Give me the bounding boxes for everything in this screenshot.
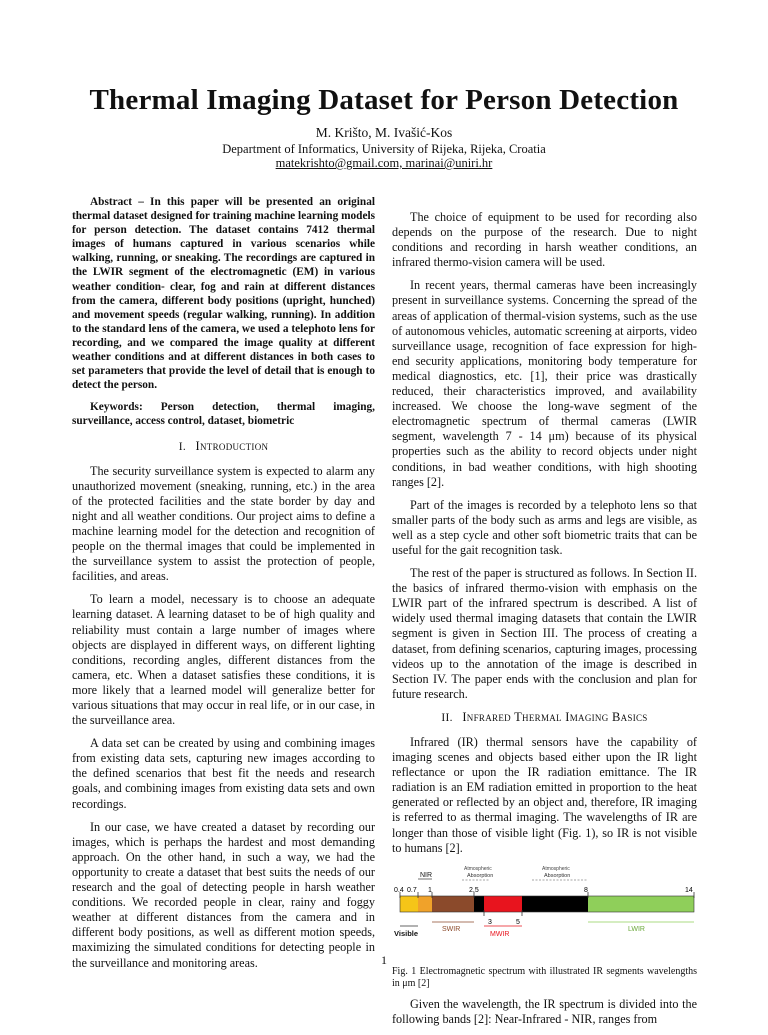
right-column: [392, 210, 697, 1035]
nir-label: NIR: [420, 871, 433, 879]
band-label-mwir: MWIR: [490, 930, 510, 938]
tick-label: 2.5: [469, 886, 479, 894]
paragraph: In recent years, thermal cameras have been increasingly present in surveillance systems. Concerning the spread of the areas of application of thermal-vision systems, such as the use of autonomous vehicles, automatic screening at airports, video surveillance usage, recognition of face expression for high-end security applications, monitoring body temperature for medical diagnostics, etc. [1], their price was drastically reduced, their characteristics improved, and availability increased. We choose the long-wave segment of the electromagnetic spectrum of thermal cameras (LWIR segment, wavelength 7 - 14 μm) because of its physical properties such as the ability to record objects under night conditions, in bad weather conditions, with high shooting ranges [2].: [392, 278, 697, 489]
section-title: Infrared Thermal Imaging Basics: [462, 709, 648, 724]
paragraph: In our case, we have created a dataset by recording our images, which is perhaps the hardest and most demanding approach. On the other hand, in such a way, we had the opportunity to create a dataset that best suits the needs of our research and the goal of detecting people in harsh weather conditions. We recorded people in clear, rainy and foggy weather at different distances from the camera and in different body positions, as well as different motion speeds, maximizing the simulated conditions for detecting people in the surveillance and monitoring areas.: [72, 819, 375, 970]
nir-band: [418, 896, 432, 912]
paragraph: The choice of equipment to be used for recording also depends on the purpose of the research. Due to night conditions and recording in harsh weather conditions, an infrared thermo-vision camera will be used.: [392, 210, 697, 270]
tick-label: 5: [516, 918, 520, 926]
email-links[interactable]: matekrishto@gmail.com, marinai@uniri.hr: [275, 156, 493, 170]
section-number: II.: [441, 711, 453, 724]
spectrum-figure: [392, 864, 697, 964]
tick-label: 0.7: [407, 886, 417, 894]
tick-label: 8: [584, 886, 588, 894]
absorption-band: [522, 896, 588, 912]
band-label-lwir: LWIR: [628, 925, 645, 933]
keywords: Keywords: Person detection, thermal imaging, surveillance, access control, dataset, biometric: [72, 401, 375, 428]
absorption-label: Atmospheric: [542, 865, 570, 872]
paragraph: The rest of the paper is structured as follows. In Section II. the basics of infrared thermo-vision with emphasis on the LWIR part of the infrared spectrum is described. A list of widely used thermal imaging datasets that contain the LWIR segment is given in Section III. The process of creating a dataset, from defining scenarios, capturing images, processing videos up to the annotation of the image is described in Section IV. The paper ends with the conclusion and plan for future research.: [392, 566, 697, 701]
mwir-band: [484, 896, 522, 912]
paragraph: Part of the images is recorded by a telephoto lens so that smaller parts of the body such as arms and legs are visible, as well as a step cycle and other soft biometric traits that can be useful for the gait recognition task.: [392, 497, 697, 557]
tick-label: 14: [685, 886, 693, 894]
tick-label: 1: [428, 886, 432, 894]
absorption-label: Absorption: [544, 872, 571, 879]
section-heading-ir-basics: [392, 710, 697, 726]
swir-band: [432, 896, 474, 912]
lwir-band: [588, 896, 694, 912]
section-number: I.: [178, 440, 186, 453]
tick-label: 0.4: [394, 886, 404, 894]
emails: [0, 156, 768, 171]
section-title: Introduction: [195, 438, 269, 453]
paragraph: Infrared (IR) thermal sensors have the capability of imaging scenes and objects based either upon the IR light reflectance or upon the IR radiation emittance. The IR radiation is an EM radiation emitted in proportion to the heat generated or reflected by an object and, therefore, IR imaging is referred to as thermal imaging. The wavelengths of IR are longer than those of visible light (Fig. 1), so IR is not visible to humans [2].: [392, 735, 697, 855]
band-label-visible: Visible: [394, 928, 419, 938]
absorption-band: [474, 896, 484, 912]
spectrum-diagram: [392, 864, 697, 964]
tick-label: 3: [488, 918, 492, 926]
band-label-swir: SWIR: [442, 925, 461, 933]
paragraph: A data set can be created by using and combining images from existing data sets, capturing new images according to the defined scenarios that best fit the needs and research goals, and combining images from existing data sets and own recordings.: [72, 736, 375, 811]
absorption-label: Atmospheric: [464, 865, 492, 872]
paragraph: The security surveillance system is expected to alarm any unauthorized movement (sneaking, running, etc.) in the area of the protected facilities and the state border by day and night and all weather conditions. Our project aims to define a machine learning model for the detection and recognition of people on the thermal images that could be implemented in the surveillance system to assist the protection of people, facilities, and areas.: [72, 463, 375, 584]
paper-title: Thermal Imaging Dataset for Person Detection: [89, 84, 679, 116]
absorption-label: Absorption: [467, 872, 494, 879]
paragraph: Given the wavelength, the IR spectrum is divided into the following bands [2]: Near-Infrared - NIR, ranges from: [392, 996, 697, 1026]
visible-band: [400, 896, 418, 912]
affiliation: Department of Informatics, University of Rijeka, Rijeka, Croatia: [222, 142, 546, 156]
figure-caption: Fig. 1 Electromagnetic spectrum with illustrated IR segments wavelengths in μm [2]: [392, 965, 697, 990]
abstract: Abstract – In this paper will be presented an original thermal dataset designed for training machine learning models for person detection. The dataset contains 7412 thermal images of humans captured in various scenarios while walking, running, or sneaking. The recordings are captured in the LWIR segment of the electromagnetic (EM) in various weather condition- clear, fog and rain at different distances from the camera, different body positions (upright, hunched) and movement speeds (regular walking, running). In addition to the standard lens of the camera, we used a telephoto lens for recording, and we compared the image quality at different weather conditions and at different distances in both cases to set parameters that provide the level of detail that is enough to detect the person.: [72, 196, 375, 392]
left-column: [72, 195, 375, 979]
authors: M. Krišto, M. Ivašić-Kos: [315, 125, 453, 140]
section-heading-introduction: [72, 439, 375, 455]
paragraph: To learn a model, necessary is to choose an adequate learning dataset. A learning dataset to be of high quality and reliability must contain a large number of images where objects are displayed in different ways, on different lighting conditions, recording angles, different distances from the camera, etc. When a dataset satisfies these conditions, it is more likely that a learned model will generalize better for various situations that may occur in real life, or in our case, in the surveillance area.: [72, 592, 375, 728]
page-number: 1: [381, 953, 387, 967]
